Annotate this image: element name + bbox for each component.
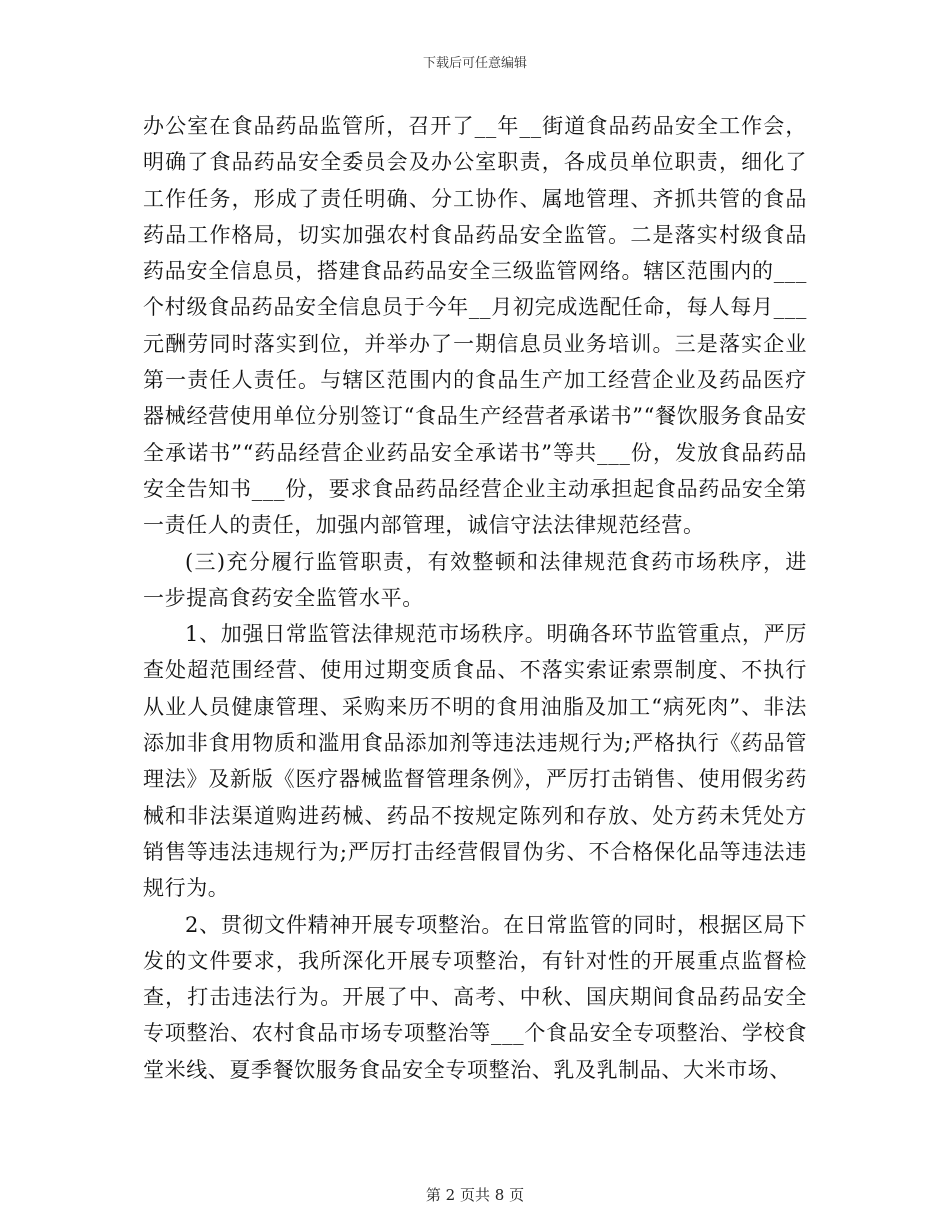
paragraph-continuation: 办公室在食品药品监管所，召开了__年__街道食品药品安全工作会，明确了食品药品安全委员会及办公室职责，各成员单位职责，细化了工作任务，形成了责任明确、分工协作、属地管理、齐抓共管的食品药品工作格局，切实加强农村食品药品安全监管。二是落实村级食品药品安全信息员，搭建食品药品安全三级监管网络。辖区范围内的___个村级食品药品安全信息员于今年__月初完成选配任命，每人每月___元酬劳同时落实到位，并举办了一期信息员业务培训。三是落实企业第一责任人责任。与辖区范围内的食品生产加工经营企业及药品医疗器械经营使用单位分别签订“食品生产经营者承诺书”“餐饮服务食品安全承诺书”“药品经营企业药品安全承诺书”等共___份，发放食品药品安全告知书___份，要求食品药品经营企业主动承担起食品药品安全第一责任人的责任，加强内部管理，诚信守法法律规范经营。 [143, 114, 807, 538]
paragraph-item-one: 1、加强日常监管法律规范市场秩序。明确各环节监管重点，严厉查处超范围经营、使用过期变质食品、不落实索证索票制度、不执行从业人员健康管理、采购来历不明的食用油脂及加工“病死肉”、非法添加非食用物质和滥用食品添加剂等违法违规行为;严格执行《药品管理法》及新版《医疗器械监督管理条例》，严厉打击销售、使用假劣药械和非法渠道购进药械、药品不按规定陈列和存放、处方药未凭处方销售等违法违规行为;严厉打击经营假冒伪劣、不合格保化品等违法违规行为。 [143, 622, 807, 901]
page-number: 第 2 页共 8 页 [425, 1186, 525, 1204]
paragraph-section-three: (三)充分履行监管职责，有效整顿和法律规范食药市场秩序，进一步提高食药安全监管水平。 [143, 549, 807, 610]
document-body [143, 108, 807, 1088]
paragraph-item-two: 2、贯彻文件精神开展专项整治。在日常监管的同时，根据区局下发的文件要求，我所深化开展专项整治，有针对性的开展重点监督检查，打击违法行为。开展了中、高考、中秋、国庆期间食品药品安全专项整治、农村食品市场专项整治等___个食品安全专项整治、学校食堂米线、夏季餐饮服务食品安全专项整治、乳及乳制品、大米市场、 [143, 912, 807, 1082]
page-header: 下载后可任意编辑 [422, 56, 527, 71]
